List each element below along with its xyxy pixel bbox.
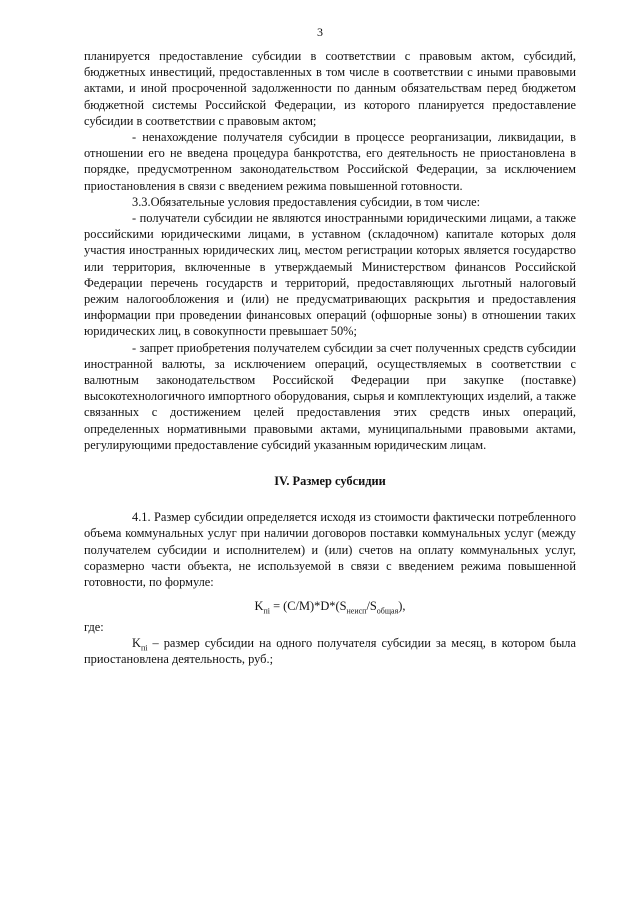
paragraph-continuation: планируется предоставление субсидии в соответствии с правовым актом, субсидий, бюджетных инвестиций, предоставленных в том числе в соответствии с иными правовыми актами, и иной просроченной задолженности по данным обязательствам перед бюджетом бюджетной системы Российской Федерации, из которого планируется предоставление субсидии в соответствии с правовым актом;: [84, 49, 576, 128]
definition-k: [84, 635, 576, 667]
paragraph-subsidy-size: 4.1. Размер субсидии определяется исходя из стоимости фактически потребленного объема коммунальных услуг при наличии договоров поставки коммунальных услуг (между получателем субсидии и исполнителем) и (или) счетов на оплату коммунальных услуг, соразмерно части объекта, не используемой в связи с введением режима повышенной готовности, по формуле:: [84, 510, 576, 590]
formula-s-total-subscript: общая: [376, 606, 399, 616]
document-body: [84, 48, 576, 667]
formula-slash: /S: [366, 599, 377, 614]
definition-k-text: – размер субсидии на одного получателя субсидии за месяц, в котором была приостановлена деятельность, руб.;: [84, 635, 576, 666]
paragraph-currency-ban: - запрет приобретения получателем субсидии за счет полученных средств субсидии иностранной валюты, за исключением операций, осуществляемых в соответствии с валютным законодательством Российской Федерации при закупке (поставке) высокотехнологичного импортного оборудования, сырья и комплектующих изделий, а также связанных с достижением целей предоставления этих средств иных операций, определенных нормативными правовыми актами, муниципальными правовыми актами, регулирующими предоставление субсидий указанным юридическим лицам.: [84, 340, 576, 452]
formula-k: K: [254, 599, 264, 614]
definition-k-subscript: пi: [140, 643, 148, 653]
formula-s-unused-subscript: неисп: [346, 606, 367, 616]
formula-k-subscript: пi: [263, 606, 270, 616]
where-label: где:: [84, 619, 104, 634]
paragraph-reorganization: - ненахождение получателя субсидии в процессе реорганизации, ликвидации, в отношении его не введена процедура банкротства, его деятельность не приостановлена в порядке, предусмотренном законодательством Российской Федерации, за исключением приостановления в связи с введением режима повышенной готовности.: [84, 130, 576, 193]
section-heading: IV. Размер субсидии: [274, 474, 386, 489]
formula: [84, 598, 576, 614]
definition-k-symbol: K: [132, 635, 141, 650]
page-number: 3: [317, 25, 323, 39]
paragraph-foreign-entities: - получатели субсидии не являются иностранными юридическими лицами, а также российскими юридическими лицами, в уставном (складочном) капитале которых доля участия иностранных юридических лиц, местом регистрации которых является государство или территория, включенные в утверждаемый Министерством финансов Российской Федерации перечень государств и территорий, предоставляющих льготный налоговый режим налогообложения и (или) не предусматривающих раскрытия и предоставления информации при проведении финансовых операций (офшорные зоны) в отношении таких юридических лиц, в совокупности превышает 50%;: [84, 211, 576, 339]
formula-middle: = (C/M)*D*(S: [269, 599, 347, 614]
paragraph-conditions-heading: 3.3.Обязательные условия предоставления субсидии, в том числе:: [132, 194, 481, 209]
formula-end: ),: [398, 599, 406, 614]
